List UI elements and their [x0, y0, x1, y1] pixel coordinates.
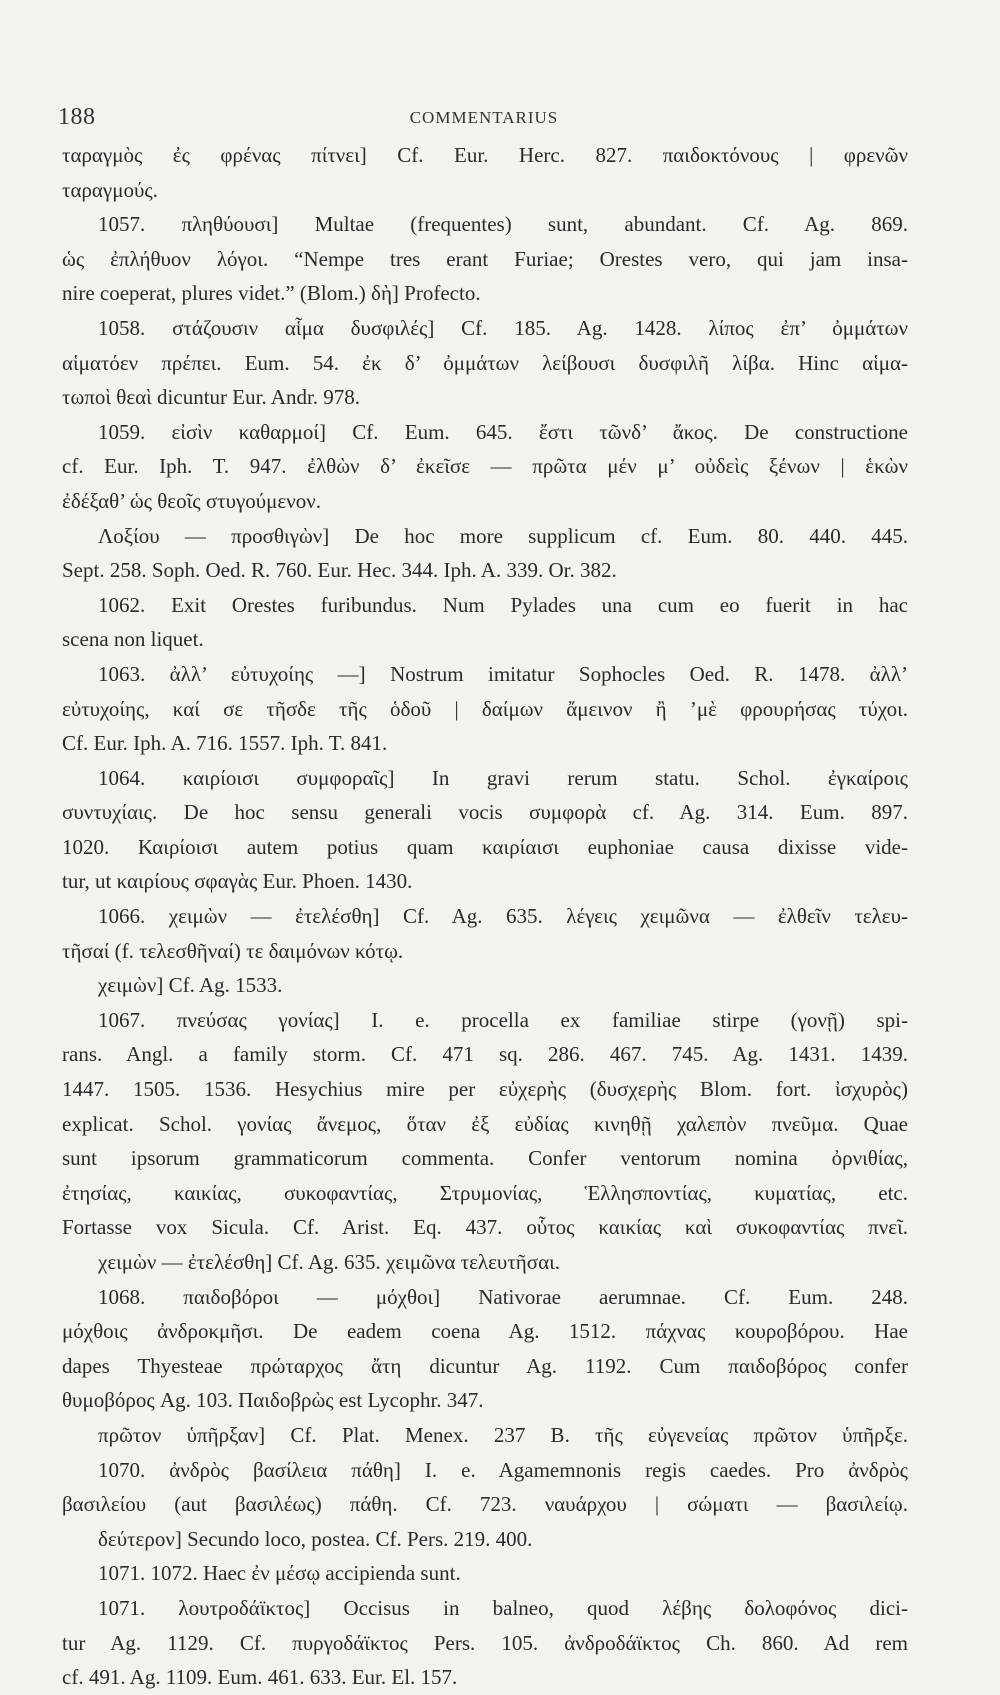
- text-line: 1057. πληθύουσι] Multae (frequentes) sunt, abundant. Cf. Ag. 869.: [98, 212, 908, 237]
- page-header: [58, 104, 910, 140]
- text-line: 1066. χειμὼν — ἐτελέσθη] Cf. Ag. 635. λέγεις χειμῶνα — ἐλθεῖν τελευ-: [98, 904, 908, 929]
- text-line: 1064. καιρίοισι συμφοραῖς] In gravi rerum statu. Schol. ἐγκαίροις: [98, 765, 908, 790]
- text-line: 1020. Καιρίοισι autem potius quam καιρίαισι euphoniae causa dixisse vide-: [62, 834, 908, 859]
- text-line: sunt ipsorum grammaticorum commenta. Confer ventorum nomina ὀρνιθίας,: [62, 1146, 908, 1171]
- text-line: Fortasse vox Sicula. Cf. Arist. Eq. 437. οὗτος καικίας καὶ συκοφαντίας πνεῖ.: [62, 1215, 908, 1240]
- text-line: tur Ag. 1129. Cf. πυργοδάϊκτος Pers. 105. ἀνδροδάϊκτος Ch. 860. Ad rem: [62, 1630, 908, 1655]
- running-title: COMMENTARIUS: [409, 108, 559, 127]
- text-line: 1067. πνεύσας γονίας] I. e. procella ex familiae stirpe (γονῇ) spi-: [98, 1007, 908, 1032]
- text-line: τῆσαί (f. τελεσθῆναί) τε δαιμόνων κότῳ.: [62, 938, 404, 963]
- text-line: χειμὼν — ἐτελέσθη] Cf. Ag. 635. χειμῶνα τελευτῆσαι.: [98, 1250, 560, 1274]
- text-line: cf. 491. Ag. 1109. Eum. 461. 633. Eur. El. 157.: [62, 1665, 458, 1690]
- text-line: τωποὶ θεαὶ dicuntur Eur. Andr. 978.: [62, 385, 361, 410]
- text-line: ταραγμὸς ἐς φρένας πίτνει] Cf. Eur. Herc. 827. παιδοκτόνους | φρενῶν: [62, 143, 908, 167]
- page-number: 188: [58, 104, 96, 130]
- text-line: 1071. λουτροδάϊκτος] Occisus in balneo, quod λέβης δολοφόνος dici-: [98, 1595, 908, 1620]
- text-line: θυμοβόρος Ag. 103. Παιδοβρὼς est Lycophr. 347.: [62, 1388, 484, 1413]
- commentary-text: [62, 138, 908, 1695]
- text-line: scena non liquet.: [62, 627, 204, 652]
- text-line: 1063. ἀλλ’ εὐτυχοίης —] Nostrum imitatur Sophocles Oed. R. 1478. ἀλλ’: [98, 661, 908, 686]
- text-line: nire coeperat, plures videt.” (Blom.) δὴ] Profecto.: [62, 281, 481, 306]
- text-line: dapes Thyesteae πρώταρχος ἄτη dicuntur Ag. 1192. Cum παιδοβόρος confer: [62, 1353, 908, 1378]
- text-line: explicat. Schol. γονίας ἄνεμος, ὅταν ἐξ εὐδίας κινηθῇ χαλεπὸν πνεῦμα. Quae: [62, 1111, 908, 1136]
- text-line: χειμὼν] Cf. Ag. 1533.: [98, 973, 283, 998]
- text-line: βασιλείου (aut βασιλέως) πάθη. Cf. 723. ναυάρχου | σώματι — βασιλείῳ.: [62, 1492, 908, 1517]
- text-line: ταραγμούς.: [62, 177, 158, 202]
- text-line: Cf. Eur. Iph. A. 716. 1557. Iph. T. 841.: [62, 731, 388, 756]
- text-line: cf. Eur. Iph. T. 947. ἐλθὼν δ’ ἐκεῖσε — πρῶτα μέν μ’ οὐδεὶς ξένων | ἑκὼν: [62, 454, 908, 479]
- text-line: 1070. ἀνδρὸς βασίλεια πάθη] I. e. Agamemnonis regis caedes. Pro ἀνδρὸς: [98, 1457, 908, 1482]
- text-line: συντυχίαις. De hoc sensu generali vocis συμφορὰ cf. Ag. 314. Eum. 897.: [62, 800, 908, 825]
- text-line: δεύτερον] Secundo loco, postea. Cf. Pers. 219. 400.: [98, 1526, 533, 1551]
- text-line: 1068. παιδοβόροι — μόχθοι] Nativorae aerumnae. Cf. Eum. 248.: [98, 1284, 908, 1309]
- text-line: 1058. στάζουσιν αἷμα δυσφιλές] Cf. 185. Ag. 1428. λίπος ἐπ’ ὀμμάτων: [98, 315, 908, 340]
- text-line: Sept. 258. Soph. Oed. R. 760. Eur. Hec. 344. Iph. A. 339. Or. 382.: [62, 558, 617, 583]
- text-line: ἐτησίας, καικίας, συκοφαντίας, Στρυμονίας, Ἑλλησποντίας, κυματίας, etc.: [62, 1180, 908, 1205]
- text-line: tur, ut καιρίους σφαγὰς Eur. Phoen. 1430.: [62, 869, 413, 894]
- text-line: Λοξίου — προσθιγὼν] De hoc more supplicum cf. Eum. 80. 440. 445.: [98, 523, 908, 548]
- text-line: 1059. εἰσὶν καθαρμοί] Cf. Eum. 645. ἔστι τῶνδ’ ἄκος. De constructione: [98, 419, 908, 444]
- text-line: μόχθοις ἀνδροκμῆσι. De eadem coena Ag. 1512. πάχνας κουροβόρου. Hae: [62, 1319, 908, 1344]
- text-line: 1447. 1505. 1536. Hesychius mire per εὐχερὴς (δυσχερὴς Blom. fort. ἰσχυρὸς): [62, 1077, 908, 1102]
- text-line: rans. Angl. a family storm. Cf. 471 sq. 286. 467. 745. Ag. 1431. 1439.: [62, 1042, 908, 1067]
- text-line: αἱματόεν πρέπει. Eum. 54. ἐκ δ’ ὀμμάτων λείβουσι δυσφιλῆ λίβα. Hinc αἱμα-: [62, 350, 908, 375]
- text-line: 1071. 1072. Haec ἐν μέσῳ accipienda sunt.: [98, 1561, 461, 1586]
- text-line: 1062. Exit Orestes furibundus. Num Pylades una cum eo fuerit in hac: [98, 592, 908, 617]
- text-line: εὐτυχοίης, καί σε τῆσδε τῆς ὁδοῦ | δαίμων ἄμεινον ἢ ’μὲ φρουρήσας τύχοι.: [62, 696, 908, 721]
- text-line: πρῶτον ὑπῆρξαν] Cf. Plat. Menex. 237 B. τῆς εὐγενείας πρῶτον ὑπῆρξε.: [98, 1422, 908, 1447]
- text-line: ὡς ἐπλήθυον λόγοι. “Nempe tres erant Furiae; Orestes vero, qui jam insa-: [62, 246, 908, 271]
- text-line: ἐδέξαθ’ ὡς θεοῖς στυγούμενον.: [62, 488, 321, 513]
